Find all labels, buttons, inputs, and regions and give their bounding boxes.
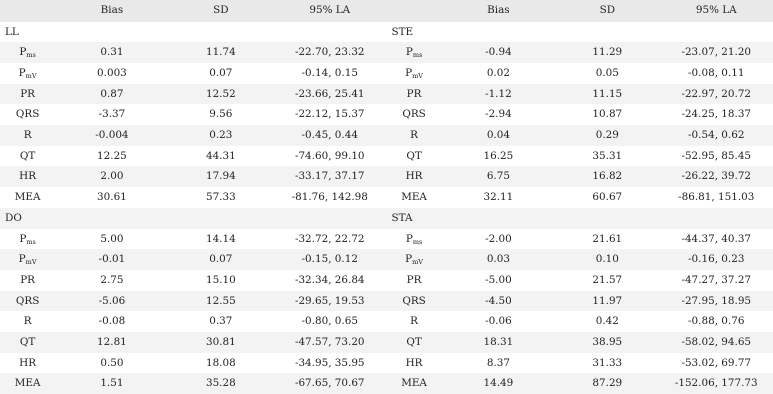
bias-value: 8.37: [442, 353, 555, 374]
row-label: QRS: [386, 291, 441, 312]
bias-value: 0.02: [442, 63, 555, 84]
bias-value: 5.00: [55, 229, 168, 250]
row-label: QT: [386, 146, 441, 167]
limits-of-agreement: -0.88, 0.76: [660, 311, 773, 332]
sd-value: 35.31: [555, 146, 659, 167]
limits-of-agreement: -32.72, 22.72: [273, 229, 386, 250]
sd-value: 14.14: [169, 229, 273, 250]
sd-value: 11.15: [555, 84, 659, 105]
bias-value: -0.06: [442, 311, 555, 332]
group-label: STE: [386, 22, 441, 43]
sd-value: 44.31: [169, 146, 273, 167]
sd-value: 16.82: [555, 166, 659, 187]
bias-value: 0.31: [55, 42, 168, 63]
row-label: QRS: [0, 104, 55, 125]
bias-value: 2.00: [55, 166, 168, 187]
sd-value: 12.52: [169, 84, 273, 105]
row-label: R: [0, 311, 55, 332]
sd-value: 87.29: [555, 373, 659, 394]
row-label: MEA: [386, 187, 441, 208]
parameter-subscript: ms: [413, 238, 423, 246]
bias-value: 2.75: [55, 270, 168, 291]
bias-value: 16.25: [442, 146, 555, 167]
bias-value: -0.08: [55, 311, 168, 332]
sd-value: 31.33: [555, 353, 659, 374]
limits-of-agreement: -33.17, 37.17: [273, 166, 386, 187]
parameter-subscript: mV: [412, 72, 423, 80]
limits-of-agreement: -67.65, 70.67: [273, 373, 386, 394]
table-row: [0, 104, 773, 125]
limits-of-agreement: -22.97, 20.72: [660, 84, 773, 105]
sd-value: 57.33: [169, 187, 273, 208]
parameter-symbol: P: [405, 253, 412, 265]
bias-value: 12.25: [55, 146, 168, 167]
limits-of-agreement: -152.06, 177.73: [660, 373, 773, 394]
row-label: [0, 249, 55, 270]
header-right-label: [386, 0, 441, 22]
row-label: PR: [0, 84, 55, 105]
parameter-symbol: P: [406, 46, 413, 58]
bias-value: 0.50: [55, 353, 168, 374]
header-left-sd: SD: [169, 0, 273, 22]
limits-of-agreement: -58.02, 94.65: [660, 332, 773, 353]
bias-value: 6.75: [442, 166, 555, 187]
row-label: [0, 63, 55, 84]
row-label: QT: [0, 332, 55, 353]
limits-of-agreement: -47.27, 37.27: [660, 270, 773, 291]
parameter-subscript: ms: [413, 51, 423, 59]
limits-of-agreement: -34.95, 35.95: [273, 353, 386, 374]
sd-value: 0.07: [169, 63, 273, 84]
header-left-bias: Bias: [55, 0, 168, 22]
limits-of-agreement: -29.65, 19.53: [273, 291, 386, 312]
table-row: [0, 353, 773, 374]
table-row: [0, 187, 773, 208]
bias-value: -0.004: [55, 125, 168, 146]
limits-of-agreement: -23.07, 21.20: [660, 42, 773, 63]
row-label: PR: [386, 270, 441, 291]
limits-of-agreement: -0.14, 0.15: [273, 63, 386, 84]
row-label: HR: [0, 166, 55, 187]
bias-value: -2.00: [442, 229, 555, 250]
parameter-symbol: P: [406, 233, 413, 245]
sd-value: 17.94: [169, 166, 273, 187]
sd-value: 0.10: [555, 249, 659, 270]
table-row: [0, 249, 773, 270]
row-label: [0, 42, 55, 63]
table-row: [0, 63, 773, 84]
bias-value: 0.03: [442, 249, 555, 270]
limits-of-agreement: -22.12, 15.37: [273, 104, 386, 125]
limits-of-agreement: -53.02, 69.77: [660, 353, 773, 374]
parameter-symbol: P: [19, 253, 26, 265]
empty-cell: [169, 22, 273, 43]
bias-value: 30.61: [55, 187, 168, 208]
empty-cell: [660, 208, 773, 229]
row-label: QT: [386, 332, 441, 353]
limits-of-agreement: -0.08, 0.11: [660, 63, 773, 84]
sd-value: 9.56: [169, 104, 273, 125]
row-label: QT: [0, 146, 55, 167]
sd-value: 38.95: [555, 332, 659, 353]
row-label: MEA: [386, 373, 441, 394]
table-body: [0, 22, 773, 394]
table-row: [0, 208, 773, 229]
parameter-subscript: ms: [26, 238, 36, 246]
row-label: MEA: [0, 373, 55, 394]
parameter-subscript: ms: [26, 51, 36, 59]
limits-of-agreement: -0.16, 0.23: [660, 249, 773, 270]
empty-cell: [555, 22, 659, 43]
bias-value: 0.04: [442, 125, 555, 146]
table-row: [0, 229, 773, 250]
limits-of-agreement: -24.25, 18.37: [660, 104, 773, 125]
table-row: [0, 166, 773, 187]
sd-value: 0.23: [169, 125, 273, 146]
header-right-la: 95% LA: [660, 0, 773, 22]
row-label: [386, 249, 441, 270]
bias-value: 18.31: [442, 332, 555, 353]
bias-value: 12.81: [55, 332, 168, 353]
row-label: HR: [386, 166, 441, 187]
header-right-bias: Bias: [442, 0, 555, 22]
row-label: HR: [386, 353, 441, 374]
table-row: [0, 125, 773, 146]
header-left-label: [0, 0, 55, 22]
table-row: [0, 291, 773, 312]
empty-cell: [55, 208, 168, 229]
limits-of-agreement: -23.66, 25.41: [273, 84, 386, 105]
row-label: PR: [386, 84, 441, 105]
limits-of-agreement: -74.60, 99.10: [273, 146, 386, 167]
table-row: [0, 22, 773, 43]
empty-cell: [55, 22, 168, 43]
sd-value: 15.10: [169, 270, 273, 291]
table-row: [0, 42, 773, 63]
bias-value: 0.003: [55, 63, 168, 84]
sd-value: 21.61: [555, 229, 659, 250]
table-row: [0, 373, 773, 394]
sd-value: 11.74: [169, 42, 273, 63]
empty-cell: [442, 22, 555, 43]
table-row: [0, 146, 773, 167]
limits-of-agreement: -0.45, 0.44: [273, 125, 386, 146]
group-label: DO: [0, 208, 55, 229]
sd-value: 11.97: [555, 291, 659, 312]
row-label: R: [386, 125, 441, 146]
parameter-symbol: P: [19, 233, 26, 245]
empty-cell: [660, 22, 773, 43]
limits-of-agreement: -22.70, 23.32: [273, 42, 386, 63]
table-row: [0, 332, 773, 353]
empty-cell: [273, 208, 386, 229]
parameter-symbol: P: [19, 46, 26, 58]
sd-value: 0.07: [169, 249, 273, 270]
limits-of-agreement: -47.57, 73.20: [273, 332, 386, 353]
sd-value: 35.28: [169, 373, 273, 394]
sd-value: 60.67: [555, 187, 659, 208]
empty-cell: [169, 208, 273, 229]
limits-of-agreement: -32.34, 26.84: [273, 270, 386, 291]
empty-cell: [442, 208, 555, 229]
table-row: [0, 311, 773, 332]
bias-value: 0.87: [55, 84, 168, 105]
bias-value: -0.94: [442, 42, 555, 63]
sd-value: 0.42: [555, 311, 659, 332]
group-label: STA: [386, 208, 441, 229]
limits-of-agreement: -0.54, 0.62: [660, 125, 773, 146]
parameter-symbol: P: [405, 67, 412, 79]
row-label: [386, 63, 441, 84]
sd-value: 30.81: [169, 332, 273, 353]
bias-value: -5.06: [55, 291, 168, 312]
header-left-la: 95% LA: [273, 0, 386, 22]
bias-value: -4.50: [442, 291, 555, 312]
bias-value: -1.12: [442, 84, 555, 105]
table-row: [0, 84, 773, 105]
table-row: [0, 270, 773, 291]
row-label: R: [0, 125, 55, 146]
empty-cell: [555, 208, 659, 229]
header-right-sd: SD: [555, 0, 659, 22]
sd-value: 18.08: [169, 353, 273, 374]
bias-value: -2.94: [442, 104, 555, 125]
empty-cell: [273, 22, 386, 43]
row-label: R: [386, 311, 441, 332]
sd-value: 10.87: [555, 104, 659, 125]
limits-of-agreement: -86.81, 151.03: [660, 187, 773, 208]
row-label: HR: [0, 353, 55, 374]
sd-value: 21.57: [555, 270, 659, 291]
limits-of-agreement: -81.76, 142.98: [273, 187, 386, 208]
sd-value: 11.29: [555, 42, 659, 63]
sd-value: 0.29: [555, 125, 659, 146]
limits-of-agreement: -0.15, 0.12: [273, 249, 386, 270]
limits-of-agreement: -26.22, 39.72: [660, 166, 773, 187]
bias-value: 14.49: [442, 373, 555, 394]
row-label: MEA: [0, 187, 55, 208]
parameter-subscript: mV: [26, 72, 37, 80]
parameter-subscript: mV: [412, 258, 423, 266]
row-label: QRS: [386, 104, 441, 125]
row-label: QRS: [0, 291, 55, 312]
row-label: [386, 42, 441, 63]
bias-value: -0.01: [55, 249, 168, 270]
row-label: [0, 229, 55, 250]
limits-of-agreement: -44.37, 40.37: [660, 229, 773, 250]
limits-of-agreement: -0.80, 0.65: [273, 311, 386, 332]
limits-of-agreement: -52.95, 85.45: [660, 146, 773, 167]
bias-value: -3.37: [55, 104, 168, 125]
row-label: [386, 229, 441, 250]
limits-of-agreement: -27.95, 18.95: [660, 291, 773, 312]
row-label: PR: [0, 270, 55, 291]
sd-value: 12.55: [169, 291, 273, 312]
parameter-subscript: mV: [26, 258, 37, 266]
bias-value: -5.00: [442, 270, 555, 291]
group-label: LL: [0, 22, 55, 43]
parameter-symbol: P: [19, 67, 26, 79]
bias-value: 1.51: [55, 373, 168, 394]
sd-value: 0.37: [169, 311, 273, 332]
sd-value: 0.05: [555, 63, 659, 84]
header-row: [0, 0, 773, 22]
bias-value: 32.11: [442, 187, 555, 208]
